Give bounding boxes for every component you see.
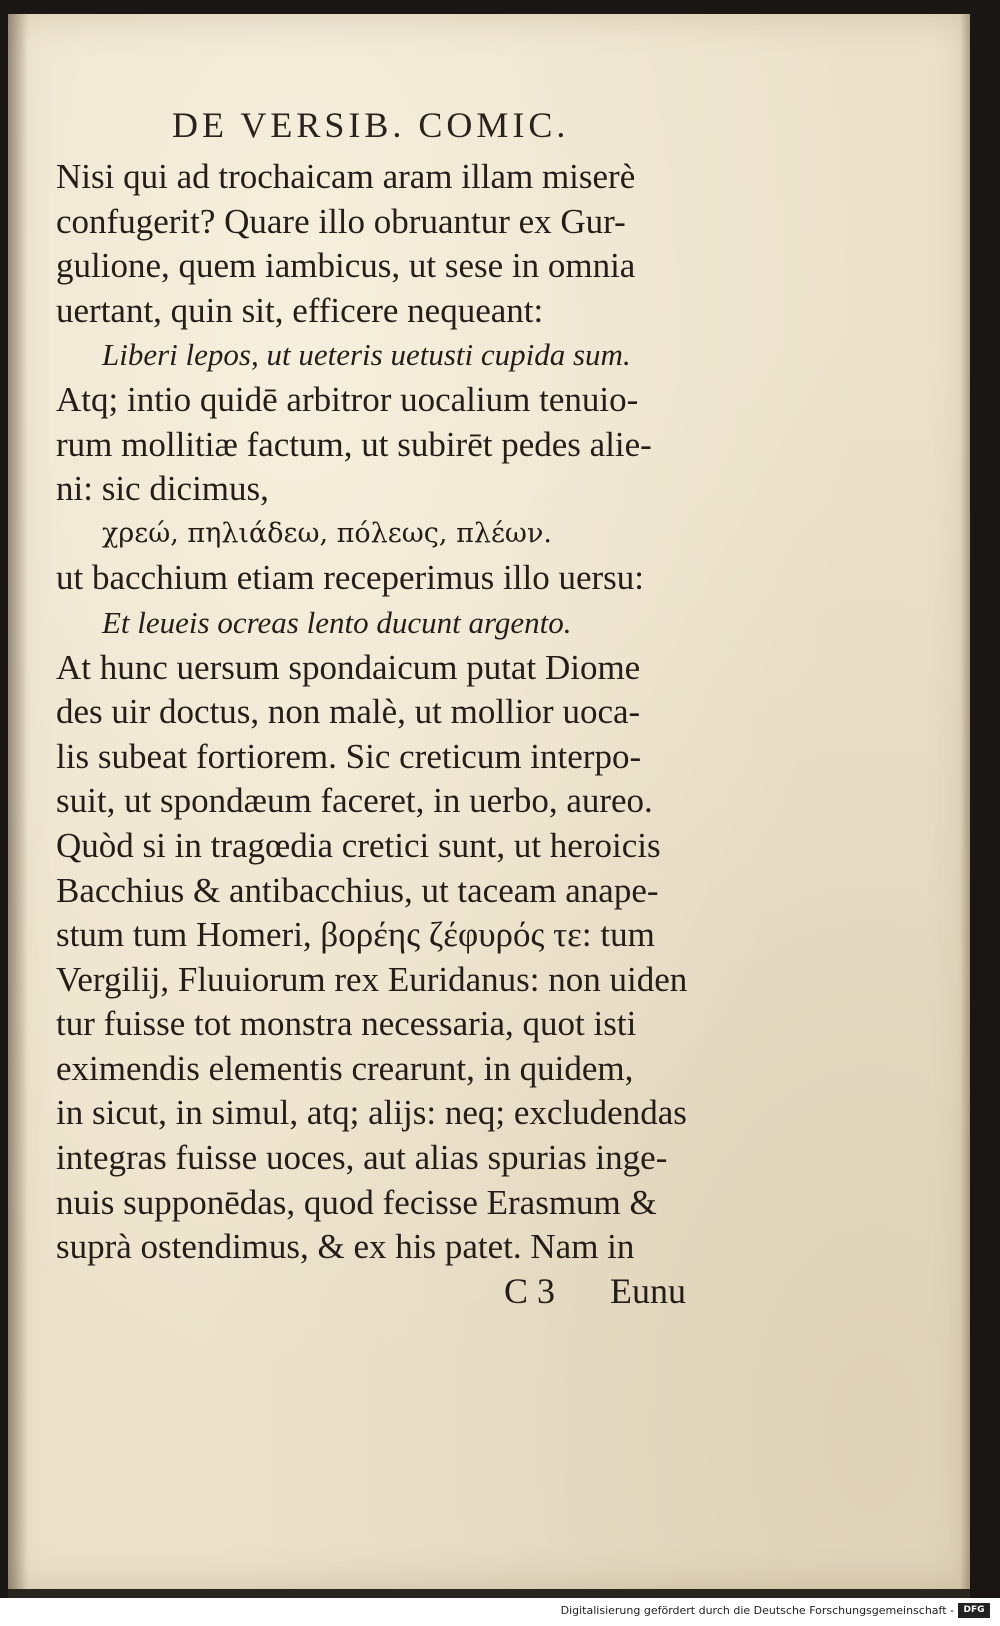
text-line: eximendis elementis crearunt, in quidem, <box>56 1048 634 1088</box>
page-bottom-shadow <box>8 1589 970 1598</box>
text-line: in sicut, in simul, atq; alijs: neq; excludendas <box>56 1093 687 1133</box>
text-line: nuis supponēdas, quod fecisse Erasmum & <box>56 1182 657 1222</box>
text-line: Vergilij, Fluuiorum rex Euridanus: non uiden <box>56 959 688 999</box>
text-line: Bacchius & antibacchius, ut taceam anape- <box>56 870 659 910</box>
page-edge-shadow <box>960 14 970 1589</box>
footer-credit: Digitalisierung gefördert durch die Deutsche Forschungsgemeinschaft - <box>560 1604 954 1617</box>
dfg-logo: DFG <box>958 1603 990 1618</box>
text-line: des uir doctus, non malè, ut mollior uoca- <box>56 692 641 732</box>
text-line: ut bacchium etiam receperimus illo uersu: <box>56 558 644 598</box>
text-line: At hunc uersum spondaicum putat Diome <box>56 647 641 687</box>
text-line: lis subeat fortiorem. Sic creticum interpo- <box>56 736 642 776</box>
running-head: DE VERSIB. COMIC. <box>172 105 570 145</box>
text-line: tur fuisse tot monstra necessaria, quot isti <box>56 1004 637 1044</box>
text-line: gulione, quem iambicus, ut sese in omnia <box>56 246 636 286</box>
page-gutter-shadow <box>8 14 28 1589</box>
digitization-footer <box>0 1598 1000 1626</box>
text-line: Nisi qui ad trochaicam aram illam miserè <box>56 157 636 196</box>
catchword: Eunu <box>610 1271 687 1311</box>
text-line: suit, ut spondæum faceret, in uerbo, aureo. <box>56 781 653 821</box>
verse-quotation: Liberi lepos, ut ueteris uetusti cupida sum. <box>102 337 631 373</box>
verse-quotation: Et leueis ocreas lento ducunt argento. <box>102 604 572 640</box>
greek-quotation: χρεώ, πηλιάδεω, πόλεως, πλέων. <box>102 517 552 549</box>
text-line: suprà ostendimus, & ex his patet. Nam in <box>56 1227 635 1267</box>
text-line: Quòd si in tragœdia cretici sunt, ut heroicis <box>56 825 661 865</box>
signature-catchword-line <box>504 1270 686 1312</box>
text-line: rum mollitiæ factum, ut subirēt pedes alie- <box>56 424 652 464</box>
text-line: Atq; intio quidē arbitror uocalium tenuio- <box>56 379 639 419</box>
text-line: confugerit? Quare illo obruantur ex Gur- <box>56 201 626 241</box>
text-line: uertant, quin sit, efficere nequeant: <box>56 290 544 330</box>
signature-mark: C 3 <box>504 1271 556 1311</box>
body-text <box>56 155 716 1270</box>
text-line: stum tum Homeri, βορέης ζέφυρός τε: tum <box>56 915 655 955</box>
text-line: integras fuisse uoces, aut alias spurias inge- <box>56 1138 668 1178</box>
text-line: ni: sic dicimus, <box>56 469 269 509</box>
